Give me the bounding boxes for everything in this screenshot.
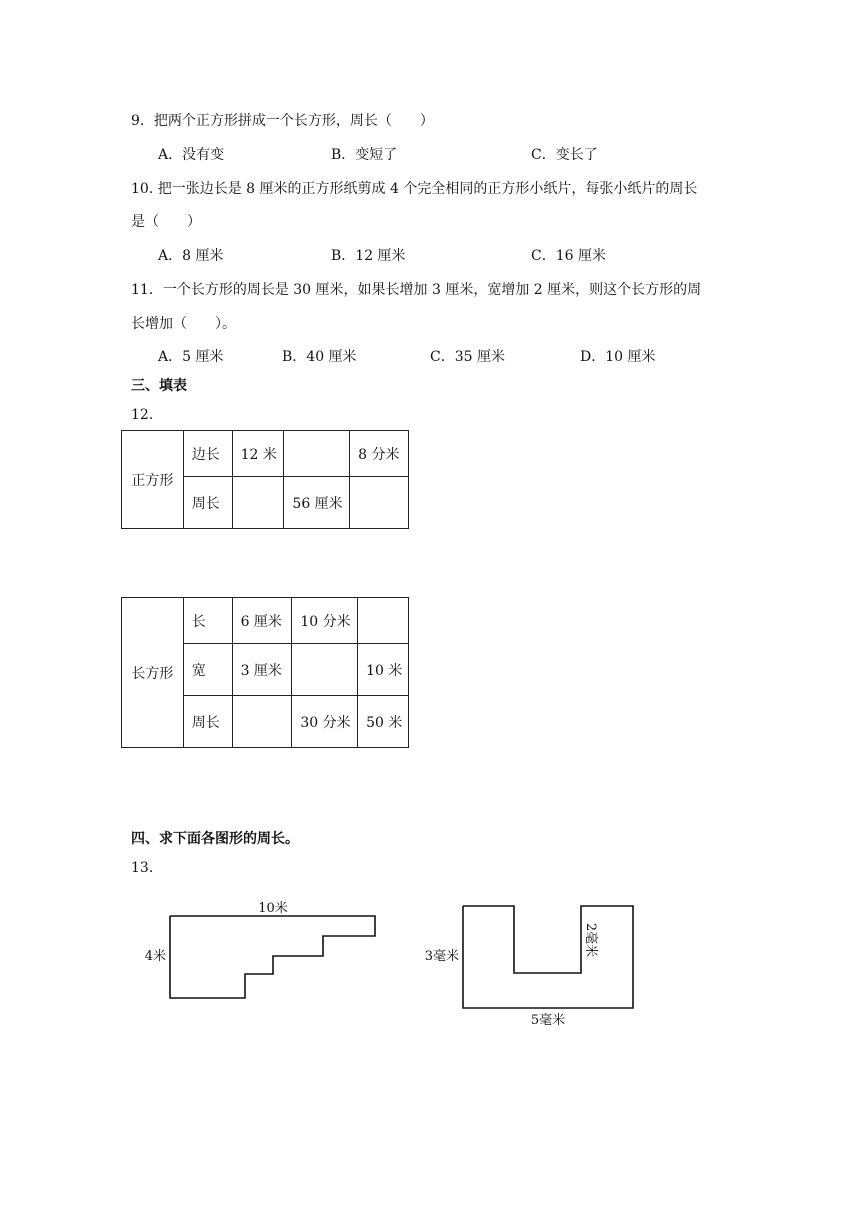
rectangle-table <box>121 597 409 748</box>
table-cell: 8 分米 <box>350 431 409 477</box>
table-cell: 3 厘米 <box>232 644 292 696</box>
table-cell-blank[interactable] <box>232 696 292 748</box>
fig2-left-label: 3毫米 <box>424 949 459 964</box>
table-cell: 周长 <box>183 696 232 748</box>
q13-number: 13． <box>131 860 163 876</box>
table-cell: 10 米 <box>358 644 409 696</box>
q10-option-a: A．8 厘米 <box>158 248 224 264</box>
table-cell: 长 <box>183 598 232 644</box>
table-cell: 12 米 <box>232 431 284 477</box>
q9-option-b: B．变短了 <box>331 147 398 163</box>
q10-option-c: C．16 厘米 <box>531 248 606 264</box>
table-cell: 周长 <box>183 477 232 529</box>
table-cell-blank[interactable] <box>350 477 409 529</box>
rectangle-table-header: 长方形 <box>122 598 184 748</box>
q11-option-a: A．5 厘米 <box>158 349 224 365</box>
q11-option-c: C．35 厘米 <box>430 349 505 365</box>
q11-stem-line1: 11．一个长方形的周长是 30 厘米，如果长增加 3 厘米，宽增加 2 厘米，则这个长方形的周 <box>131 282 702 298</box>
staircase-outline <box>170 916 375 998</box>
table-cell: 宽 <box>183 644 232 696</box>
fig1-top-label: 10米 <box>258 901 288 916</box>
u-shape-figure <box>415 895 645 1035</box>
q10-stem-line1: 10. 把一张边长是 8 厘米的正方形纸剪成 4 个完全相同的正方形小纸片，每张小纸片的周长 <box>131 181 698 197</box>
q10-option-b: B．12 厘米 <box>331 248 406 264</box>
table-cell-blank[interactable] <box>284 431 350 477</box>
square-table-header: 正方形 <box>122 431 184 529</box>
q11-option-d: D．10 厘米 <box>580 349 656 365</box>
table-cell-blank[interactable] <box>232 477 284 529</box>
table-cell-blank[interactable] <box>292 644 358 696</box>
q9-option-a: A．没有变 <box>158 147 225 163</box>
q9-option-c: C．变长了 <box>531 147 598 163</box>
fig2-right-label: 2毫米 <box>583 922 598 958</box>
table-cell: 边长 <box>183 431 232 477</box>
q10-stem-line2: 是（ ） <box>131 214 201 230</box>
staircase-figure <box>130 890 390 1010</box>
table-cell: 10 分米 <box>292 598 358 644</box>
square-table <box>121 430 409 529</box>
section-4-title: 四、求下面各图形的周长。 <box>131 831 299 847</box>
fig2-bottom-label: 5毫米 <box>530 1013 566 1028</box>
section-3-title: 三、填表 <box>131 378 187 394</box>
table-cell-blank[interactable] <box>358 598 409 644</box>
fig1-left-label: 4米 <box>144 949 166 964</box>
q11-stem-line2: 长增加（ ）。 <box>131 316 236 332</box>
q11-option-b: B．40 厘米 <box>282 349 357 365</box>
table-cell: 56 厘米 <box>284 477 350 529</box>
table-cell: 50 米 <box>358 696 409 748</box>
q9-stem: 9．把两个正方形拼成一个长方形，周长（ ） <box>131 113 434 129</box>
table-cell: 6 厘米 <box>232 598 292 644</box>
u-shape-outline <box>463 906 633 1008</box>
q12-number: 12． <box>131 407 163 423</box>
table-cell: 30 分米 <box>292 696 358 748</box>
